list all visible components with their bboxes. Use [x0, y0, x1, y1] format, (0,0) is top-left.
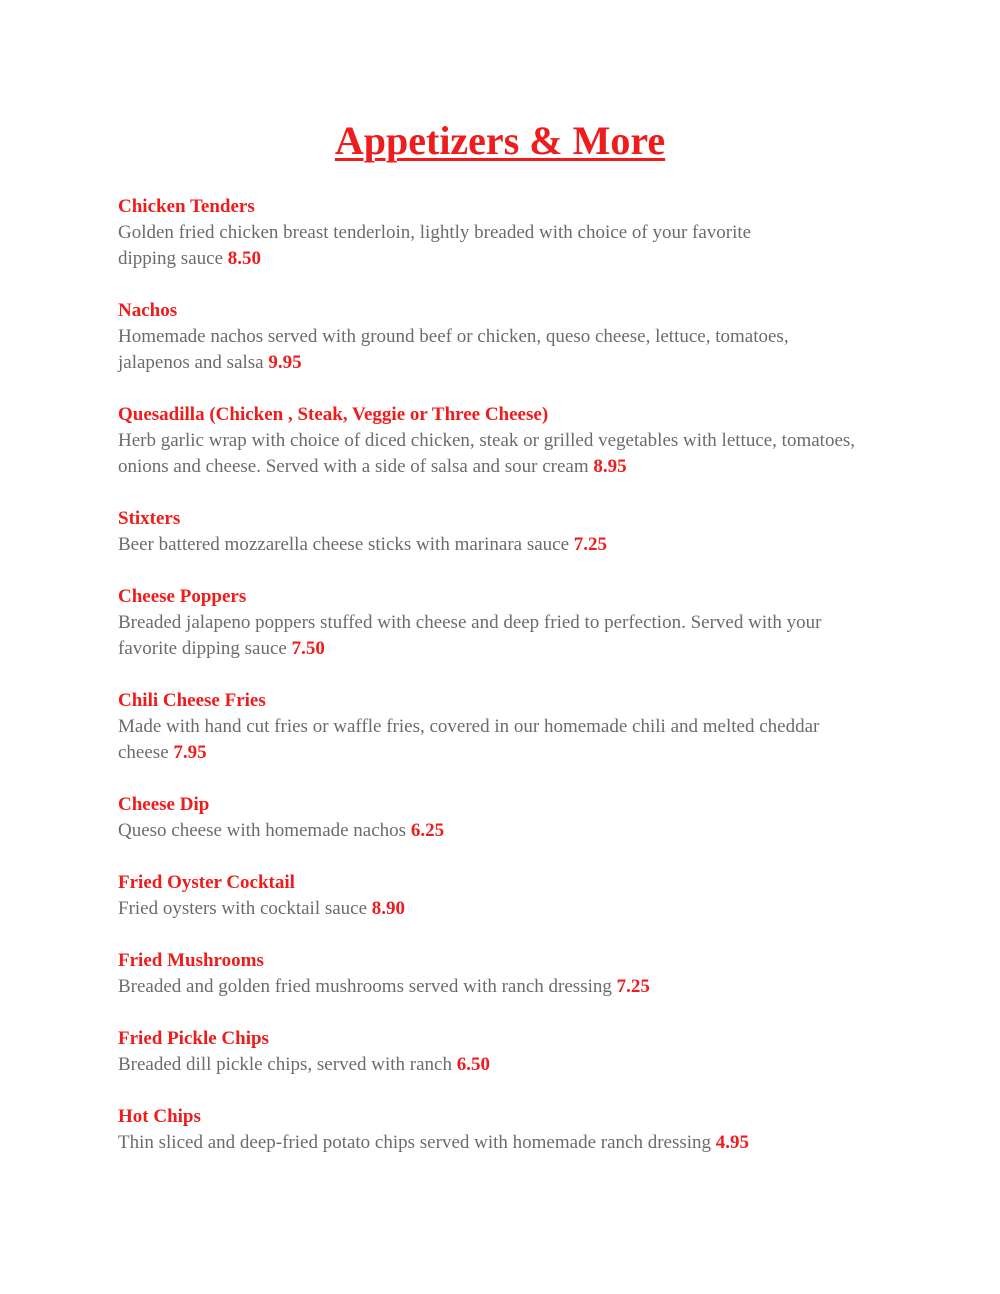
- item-price: 8.95: [593, 456, 627, 477]
- item-price: 7.95: [173, 742, 207, 763]
- item-price: 7.25: [573, 534, 608, 555]
- item-price: 6.25: [410, 820, 445, 841]
- menu-item: [118, 402, 898, 480]
- item-name: Fried Mushrooms: [118, 950, 264, 971]
- item-price: 7.25: [616, 976, 650, 997]
- item-name: Nachos: [118, 300, 178, 321]
- item-price: 8.90: [371, 898, 406, 919]
- item-price: 9.95: [268, 352, 302, 373]
- item-description: Made with hand cut fries or waffle fries, covered in our homemade chili and melted cheddar: [118, 716, 820, 737]
- item-description: Fried oysters with cocktail sauce: [118, 898, 368, 919]
- item-description-line: [118, 1130, 898, 1156]
- item-description-line: [118, 1052, 898, 1078]
- menu-item: [118, 298, 898, 376]
- item-name: Cheese Poppers: [118, 586, 247, 607]
- menu-item: [118, 870, 898, 922]
- menu-item: [118, 1104, 898, 1156]
- item-description: Beer battered mozzarella cheese sticks with marinara sauce: [118, 534, 570, 555]
- item-price: 6.50: [456, 1054, 490, 1075]
- item-description-line: [118, 532, 898, 558]
- item-name: Chicken Tenders: [118, 196, 255, 217]
- item-description: Homemade nachos served with ground beef or chicken, queso cheese, lettuce, tomatoes,: [118, 326, 789, 347]
- item-description-line: [118, 636, 898, 662]
- menu-item: [118, 948, 898, 1000]
- menu-item: [118, 506, 898, 558]
- menu-list: [118, 194, 898, 1182]
- menu-item: [118, 194, 898, 272]
- menu-item: [118, 584, 898, 662]
- page-title: Appetizers & More: [334, 118, 666, 163]
- item-description-line: [118, 454, 898, 480]
- item-name: Fried Pickle Chips: [118, 1028, 269, 1049]
- item-description-cont: favorite dipping sauce: [118, 638, 287, 659]
- item-description-line: [118, 818, 898, 844]
- item-description: Breaded and golden fried mushrooms served with ranch dressing: [118, 976, 612, 997]
- item-name: Chili Cheese Fries: [118, 690, 266, 711]
- item-description: Golden fried chicken breast tenderloin, lightly breaded with choice of your favorite: [118, 222, 752, 243]
- item-price: 4.95: [715, 1132, 750, 1153]
- item-description-cont: jalapenos and salsa: [118, 352, 264, 373]
- item-price: 8.50: [227, 248, 262, 269]
- item-price: 7.50: [291, 638, 325, 659]
- item-name: Cheese Dip: [118, 794, 210, 815]
- item-description-cont: onions and cheese. Served with a side of salsa and sour cream: [118, 456, 589, 477]
- item-description-line: [118, 350, 898, 376]
- item-description-cont: dipping sauce: [118, 248, 224, 269]
- item-name: Fried Oyster Cocktail: [118, 872, 295, 893]
- item-description: Queso cheese with homemade nachos: [118, 820, 407, 841]
- item-description: Breaded dill pickle chips, served with ranch: [118, 1054, 452, 1075]
- menu-item: [118, 792, 898, 844]
- item-name: Hot Chips: [118, 1106, 201, 1127]
- item-description-cont: cheese: [118, 742, 169, 763]
- item-description-line: [118, 896, 898, 922]
- item-description-line: [118, 974, 898, 1000]
- item-description: Breaded jalapeno poppers stuffed with cheese and deep fried to perfection. Served with your: [118, 612, 822, 633]
- item-description: Herb garlic wrap with choice of diced chicken, steak or grilled vegetables with lettuce, tomatoes,: [118, 430, 856, 451]
- item-name: Stixters: [118, 508, 181, 529]
- item-description-line: [118, 246, 898, 272]
- item-name: Quesadilla (Chicken , Steak, Veggie or Three Cheese): [118, 404, 549, 425]
- menu-item: [118, 1026, 898, 1078]
- menu-item: [118, 688, 898, 766]
- item-description-line: [118, 740, 898, 766]
- item-description: Thin sliced and deep-fried potato chips served with homemade ranch dressing: [118, 1132, 712, 1153]
